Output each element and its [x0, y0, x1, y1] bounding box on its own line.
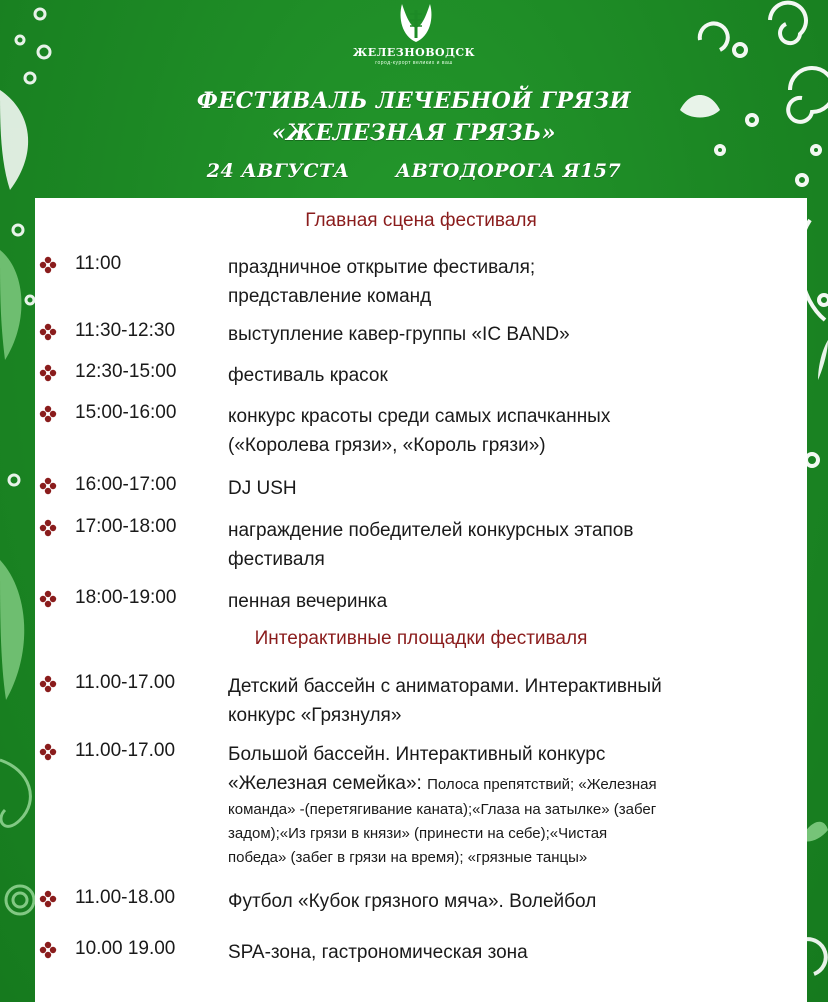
event-time: 11:30-12:30 — [75, 320, 176, 341]
logo-text: ЖЕЛЕЗНОВОДСК — [352, 46, 476, 59]
event-description: фестиваль красок — [228, 365, 388, 386]
event-description: пенная вечеринка — [228, 591, 388, 612]
event-description: Футбол «Кубок грязного мяча». Волейбол — [228, 891, 597, 912]
event-time: 11.00-17.00 — [75, 740, 176, 761]
event-time: 12:30-15:00 — [75, 361, 177, 382]
festival-date-place — [0, 160, 828, 182]
diamond-bullet-icon — [39, 590, 57, 608]
diamond-bullet-icon — [39, 405, 57, 423]
logo-subtitle: город-курорт великих и ваш — [375, 60, 453, 66]
event-description: DJ USH — [228, 478, 297, 499]
event-description: конкурс красоты среди самых испачканных («Королева грязи», «Король грязи») — [228, 406, 611, 456]
diamond-bullet-icon — [39, 364, 57, 382]
diamond-bullet-icon — [39, 477, 57, 495]
section-title-main-stage: Главная сцена фестиваля — [305, 210, 537, 231]
event-time: 15:00-16:00 — [75, 402, 177, 423]
schedule-panel — [35, 198, 807, 1002]
festival-place: АВТОДОРОГА Я157 — [395, 160, 622, 182]
section-title-interactive: Интерактивные площадки фестиваля — [254, 628, 588, 649]
diamond-bullet-icon — [39, 890, 57, 908]
diamond-bullet-icon — [39, 743, 57, 761]
event-time: 11.00-17.00 — [75, 672, 176, 693]
zheleznovodsk-logo-icon — [396, 2, 436, 44]
event-time: 11:00 — [75, 253, 122, 274]
event-time: 11.00-18.00 — [75, 887, 176, 908]
event-description: праздничное открытие фестиваля; представление команд — [228, 257, 536, 307]
diamond-bullet-icon — [39, 675, 57, 693]
event-description: награждение победителей конкурсных этапов фестиваля — [228, 520, 634, 570]
event-time: 18:00-19:00 — [75, 587, 177, 608]
event-description: SPA-зона, гастрономическая зона — [228, 942, 528, 963]
diamond-bullet-icon — [39, 323, 57, 341]
event-description: выступление кавер-группы «IC BAND» — [228, 324, 570, 345]
diamond-bullet-icon — [39, 256, 57, 274]
diamond-bullet-icon — [39, 519, 57, 537]
event-description: Большой бассейн. Интерактивный конкурс «Железная семейка»: Полоса препятствий; «Железная команда» -(перетягивание каната);«Глаза на затылке» (забег задом);«Из грязи в князи» (принести на себе);«Чистая победа» (забег в грязи на время); «грязные танцы» — [228, 744, 657, 866]
festival-name: «ЖЕЛЕЗНАЯ ГРЯЗЬ» — [271, 120, 557, 146]
event-description: Детский бассейн с аниматорами. Интерактивный конкурс «Грязнуля» — [228, 676, 662, 726]
event-time: 17:00-18:00 — [75, 516, 177, 537]
festival-date: 24 АВГУСТА — [206, 160, 350, 182]
festival-header — [0, 0, 828, 200]
festival-title: ФЕСТИВАЛЬ ЛЕЧЕБНОЙ ГРЯЗИ — [196, 88, 632, 114]
diamond-bullet-icon — [39, 941, 57, 959]
event-time: 10.00 19.00 — [75, 938, 176, 959]
event-time: 16:00-17:00 — [75, 474, 177, 495]
